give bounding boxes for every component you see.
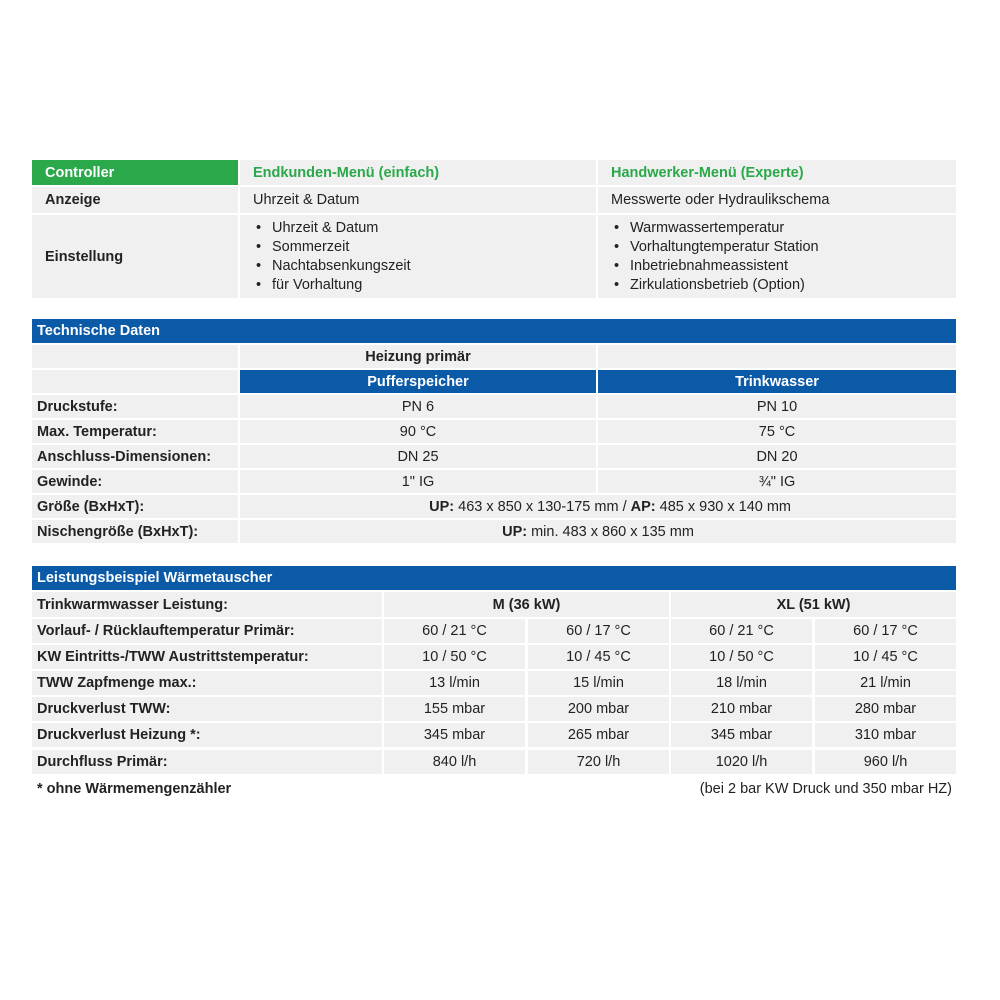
- row-value-pufferspeicher: DN 25: [240, 445, 596, 468]
- endkunden-menu-header: Endkunden-Menü (einfach): [240, 160, 596, 185]
- row-label: Gewinde:: [32, 470, 238, 493]
- row-value-trinkwasser: ¾" IG: [598, 470, 956, 493]
- handwerker-menu-header: Handwerker-Menü (Experte): [598, 160, 956, 185]
- row-value-pufferspeicher: 90 °C: [240, 420, 596, 443]
- row-value: 345 mbar: [671, 723, 812, 747]
- row-value: 210 mbar: [671, 697, 812, 721]
- groesse-up-value: 463 x 850 x 130-175 mm /: [454, 498, 631, 515]
- row-value: 10 / 50 °C: [671, 645, 812, 669]
- einstellung-handwerker: [598, 215, 956, 298]
- row-value-trinkwasser: DN 20: [598, 445, 956, 468]
- list-item: • Nachtabsenkungszeit: [253, 257, 411, 276]
- controller-header: Controller: [32, 160, 238, 185]
- row-value: 10 / 45 °C: [528, 645, 669, 669]
- row-value: 960 l/h: [815, 750, 956, 774]
- empty-cell: [32, 345, 238, 368]
- group-m-header: M (36 kW): [384, 592, 669, 617]
- row-value: 840 l/h: [384, 750, 525, 774]
- row-value: 280 mbar: [815, 697, 956, 721]
- row-value-pufferspeicher: 1" IG: [240, 470, 596, 493]
- einstellung-label: Einstellung: [32, 215, 238, 298]
- groesse-ap-value: 485 x 930 x 140 mm: [655, 498, 792, 515]
- groesse-up-prefix: UP:: [429, 498, 455, 515]
- trinkwarmwasser-leistung-label: Trinkwarmwasser Leistung:: [32, 592, 382, 617]
- row-value-trinkwasser: PN 10: [598, 395, 956, 418]
- pufferspeicher-header: Pufferspeicher: [240, 370, 596, 393]
- heizung-primaer-header: Heizung primär: [240, 345, 596, 368]
- list-item: • Vorhaltungtemperatur Station: [611, 238, 819, 257]
- row-value-pufferspeicher: PN 6: [240, 395, 596, 418]
- row-value: 13 l/min: [384, 671, 525, 695]
- row-label: TWW Zapfmenge max.:: [32, 671, 382, 695]
- row-value: 60 / 21 °C: [384, 619, 525, 643]
- einstellung-handwerker-list: [611, 219, 819, 295]
- row-value: 10 / 45 °C: [815, 645, 956, 669]
- groesse-ap-prefix: AP:: [630, 498, 656, 515]
- anzeige-handwerker: Messwerte oder Hydraulikschema: [598, 187, 956, 213]
- group-xl-header: XL (51 kW): [671, 592, 956, 617]
- footnote-right: (bei 2 bar KW Druck und 350 mbar HZ): [699, 781, 952, 797]
- row-value-trinkwasser: 75 °C: [598, 420, 956, 443]
- groesse-label: Größe (BxHxT):: [32, 495, 238, 518]
- footnote-left: * ohne Wärmemengenzähler: [37, 781, 232, 797]
- row-value: 345 mbar: [384, 723, 525, 747]
- nische-value-text: min. 483 x 860 x 135 mm: [527, 523, 694, 540]
- row-value: 60 / 17 °C: [815, 619, 956, 643]
- trinkwasser-header: Trinkwasser: [598, 370, 956, 393]
- row-value: 265 mbar: [528, 723, 669, 747]
- empty-cell: [598, 345, 956, 368]
- row-label: Druckverlust TWW:: [32, 697, 382, 721]
- row-value: 10 / 50 °C: [384, 645, 525, 669]
- nische-label: Nischengröße (BxHxT):: [32, 520, 238, 543]
- row-label: Druckverlust Heizung *:: [32, 723, 382, 747]
- row-value: 15 l/min: [528, 671, 669, 695]
- nische-prefix: UP:: [502, 523, 528, 540]
- technische-daten-title: Technische Daten: [32, 319, 956, 343]
- row-value: 200 mbar: [528, 697, 669, 721]
- row-value: 310 mbar: [815, 723, 956, 747]
- row-value: 60 / 17 °C: [528, 619, 669, 643]
- list-item: • Uhrzeit & Datum: [253, 219, 411, 238]
- row-value: 60 / 21 °C: [671, 619, 812, 643]
- list-item: • Zirkulationsbetrieb (Option): [611, 276, 819, 295]
- list-item: • Inbetriebnahmeassistent: [611, 257, 819, 276]
- row-value: 720 l/h: [528, 750, 669, 774]
- row-label: Max. Temperatur:: [32, 420, 238, 443]
- groesse-value: [240, 495, 956, 518]
- einstellung-endkunden: [240, 215, 596, 298]
- row-label: Durchfluss Primär:: [32, 750, 382, 774]
- row-label: Anschluss-Dimensionen:: [32, 445, 238, 468]
- row-value: 155 mbar: [384, 697, 525, 721]
- anzeige-endkunden: Uhrzeit & Datum: [240, 187, 596, 213]
- anzeige-label: Anzeige: [32, 187, 238, 213]
- list-item: • Warmwassertemperatur: [611, 219, 819, 238]
- row-label: KW Eintritts-/TWW Austrittstemperatur:: [32, 645, 382, 669]
- einstellung-endkunden-list: [253, 219, 411, 295]
- row-value: 1020 l/h: [671, 750, 812, 774]
- row-label: Druckstufe:: [32, 395, 238, 418]
- list-item-continuation: • für Vorhaltung: [253, 276, 411, 295]
- nische-value: [240, 520, 956, 543]
- row-value: 18 l/min: [671, 671, 812, 695]
- row-value: 21 l/min: [815, 671, 956, 695]
- leistung-title: Leistungsbeispiel Wärmetauscher: [32, 566, 956, 590]
- empty-cell: [32, 370, 238, 393]
- list-item: • Sommerzeit: [253, 238, 411, 257]
- row-label: Vorlauf- / Rücklauftemperatur Primär:: [32, 619, 382, 643]
